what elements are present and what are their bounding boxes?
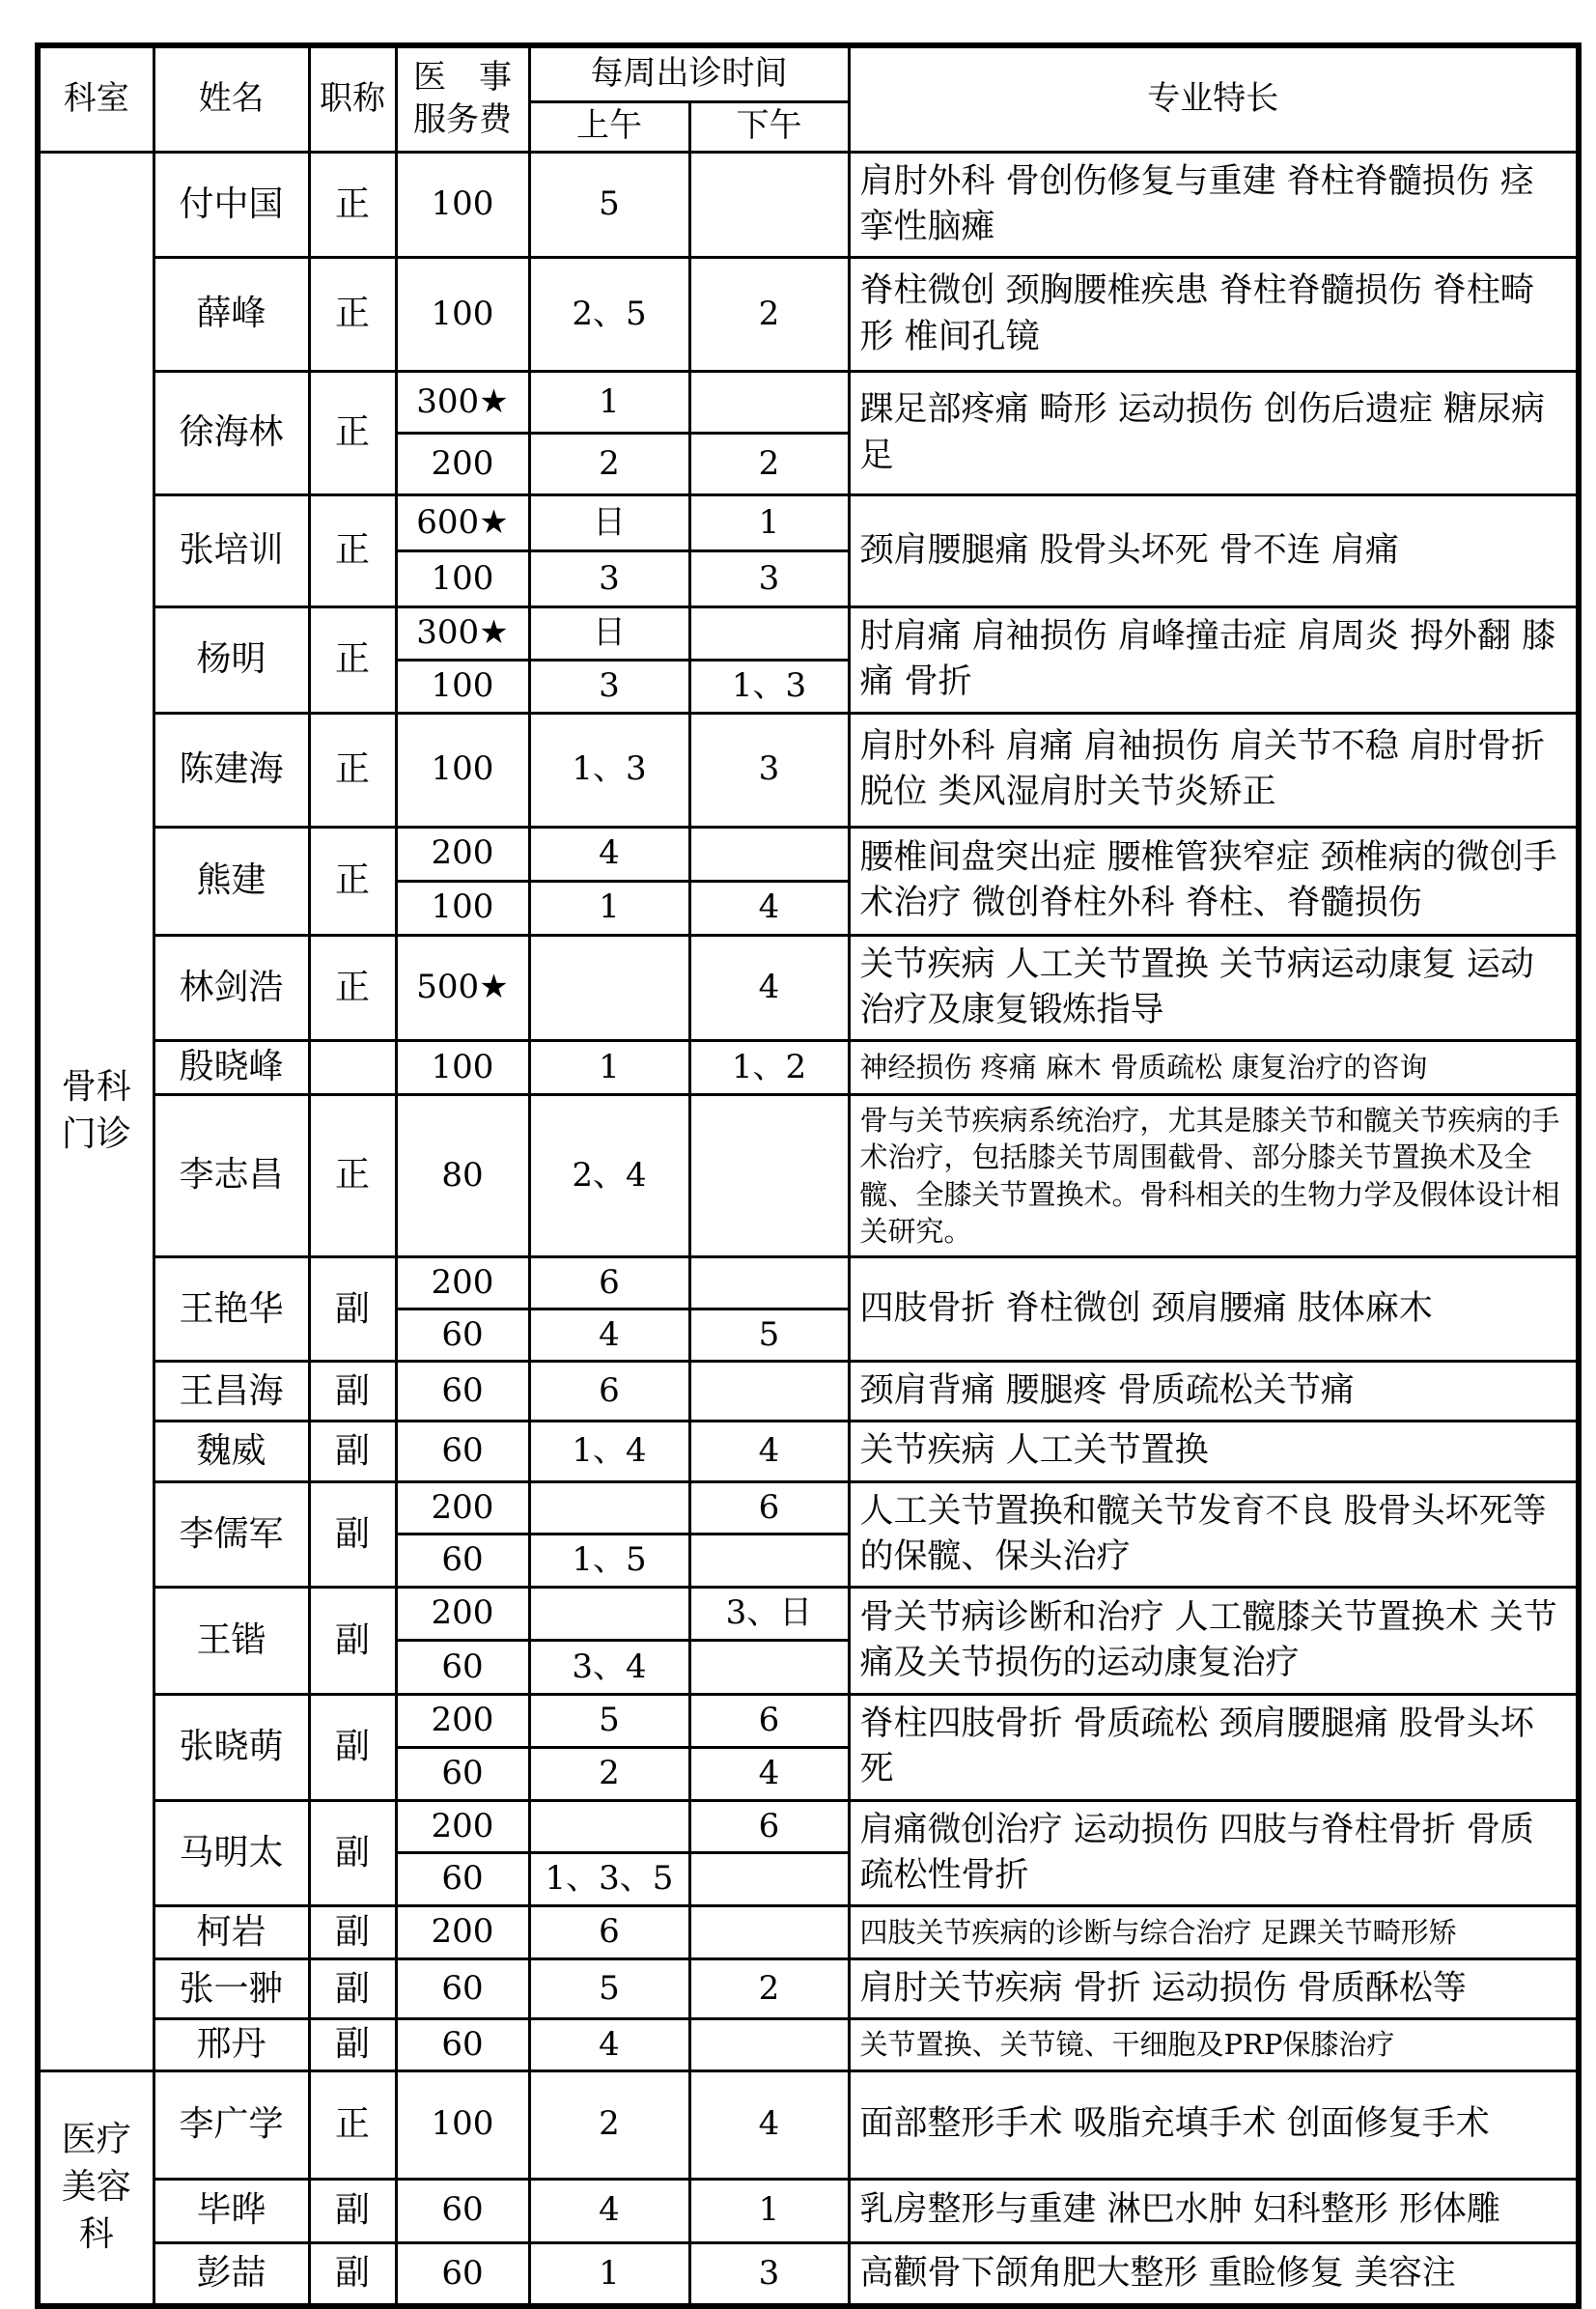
table-row bbox=[38, 1695, 1579, 1748]
doctor-name: 魏威 bbox=[154, 1422, 309, 1481]
doctor-name: 柯岩 bbox=[154, 1906, 309, 1959]
fee-value: 100 bbox=[396, 881, 529, 935]
doctor-name: 熊建 bbox=[154, 827, 309, 935]
specialty-text: 四肢骨折 脊柱微创 颈肩腰痛 肢体麻木 bbox=[849, 1257, 1579, 1362]
fee-value: 100 bbox=[396, 152, 529, 258]
doctor-title: 正 bbox=[309, 495, 396, 607]
specialty-text: 颈肩腰腿痛 股骨头坏死 骨不连 肩痛 bbox=[849, 495, 1579, 607]
table-row bbox=[38, 1041, 1579, 1095]
specialty-text: 高颧骨下颌角肥大整形 重睑修复 美容注 bbox=[849, 2242, 1579, 2306]
fee-value: 300★ bbox=[396, 372, 529, 434]
header-fee-line1: 医 事 bbox=[413, 58, 512, 98]
department-label-line: 门诊 bbox=[61, 1113, 131, 1154]
fee-value: 100 bbox=[396, 258, 529, 372]
department-label-line: 美容 bbox=[61, 2167, 131, 2208]
specialty-text: 面部整形手术 吸脂充填手术 创面修复手术 bbox=[849, 2070, 1579, 2179]
specialty-text: 关节置换、关节镜、干细胞及PRP保膝治疗 bbox=[849, 2019, 1579, 2070]
specialty-text: 腰椎间盘突出症 腰椎管狭窄症 颈椎病的微创手术治疗 微创脊柱外科 脊柱、脊髓损伤 bbox=[849, 827, 1579, 935]
doctor-name: 王锴 bbox=[154, 1588, 309, 1695]
header-name: 姓名 bbox=[154, 45, 309, 152]
afternoon-value: 4 bbox=[689, 1422, 849, 1481]
afternoon-value: 4 bbox=[689, 1747, 849, 1800]
fee-value: 60 bbox=[396, 1747, 529, 1800]
fee-value: 100 bbox=[396, 2070, 529, 2179]
doctor-title: 正 bbox=[309, 2070, 396, 2179]
header-specialty: 专业特长 bbox=[849, 45, 1579, 152]
afternoon-value bbox=[689, 1362, 849, 1422]
department-label-line: 骨科 bbox=[61, 1066, 131, 1107]
specialty-text: 关节疾病 人工关节置换 关节病运动康复 运动治疗及康复锻炼指导 bbox=[849, 935, 1579, 1041]
afternoon-value bbox=[689, 1906, 849, 1959]
department-label-line: 医疗 bbox=[61, 2120, 131, 2160]
afternoon-value: 6 bbox=[689, 1695, 849, 1748]
doctor-title: 副 bbox=[309, 2019, 396, 2070]
specialty-text: 肩肘外科 肩痛 肩袖损伤 肩关节不稳 肩肘骨折脱位 类风湿肩肘关节炎矫正 bbox=[849, 713, 1579, 827]
afternoon-value bbox=[689, 1641, 849, 1695]
table-row bbox=[38, 1959, 1579, 2019]
doctor-name: 李儒军 bbox=[154, 1481, 309, 1588]
doctor-name: 王昌海 bbox=[154, 1362, 309, 1422]
doctor-schedule bbox=[35, 42, 1582, 2309]
morning-value: 日 bbox=[529, 495, 689, 551]
specialty-text: 脊柱微创 颈胸腰椎疾患 脊柱脊髓损伤 脊柱畸形 椎间孔镜 bbox=[849, 258, 1579, 372]
fee-value: 200 bbox=[396, 1800, 529, 1853]
afternoon-value: 5 bbox=[689, 1309, 849, 1362]
fee-value: 60 bbox=[396, 1535, 529, 1588]
table-row bbox=[38, 607, 1579, 661]
fee-value: 100 bbox=[396, 713, 529, 827]
morning-value: 1、3 bbox=[529, 713, 689, 827]
morning-value: 3、4 bbox=[529, 1641, 689, 1695]
afternoon-value: 1 bbox=[689, 2179, 849, 2242]
morning-value bbox=[529, 1800, 689, 1853]
doctor-title: 副 bbox=[309, 1481, 396, 1588]
doctor-title: 正 bbox=[309, 1095, 396, 1257]
afternoon-value: 2 bbox=[689, 434, 849, 495]
morning-value bbox=[529, 1588, 689, 1641]
doctor-name: 王艳华 bbox=[154, 1257, 309, 1362]
specialty-text: 关节疾病 人工关节置换 bbox=[849, 1422, 1579, 1481]
doctor-title: 正 bbox=[309, 372, 396, 495]
afternoon-value bbox=[689, 372, 849, 434]
specialty-text: 人工关节置换和髋关节发育不良 股骨头坏死等的保髋、保头治疗 bbox=[849, 1481, 1579, 1588]
morning-value: 2 bbox=[529, 1747, 689, 1800]
doctor-title: 正 bbox=[309, 827, 396, 935]
header-fee-line2: 服务费 bbox=[413, 99, 512, 139]
specialty-text: 肩肘关节疾病 骨折 运动损伤 骨质酥松等 bbox=[849, 1959, 1579, 2019]
fee-value: 200 bbox=[396, 827, 529, 881]
fee-value: 200 bbox=[396, 1695, 529, 1748]
table-row bbox=[38, 1422, 1579, 1481]
fee-value: 100 bbox=[396, 1041, 529, 1095]
afternoon-value: 4 bbox=[689, 935, 849, 1041]
morning-value: 1 bbox=[529, 1041, 689, 1095]
doctor-title: 副 bbox=[309, 1362, 396, 1422]
fee-value: 200 bbox=[396, 1481, 529, 1535]
fee-value: 60 bbox=[396, 1422, 529, 1481]
doctor-name: 毕晔 bbox=[154, 2179, 309, 2242]
doctor-title: 副 bbox=[309, 1257, 396, 1362]
fee-value: 200 bbox=[396, 1588, 529, 1641]
specialty-text: 肘肩痛 肩袖损伤 肩峰撞击症 肩周炎 拇外翻 膝痛 骨折 bbox=[849, 607, 1579, 714]
afternoon-value bbox=[689, 827, 849, 881]
morning-value: 1 bbox=[529, 372, 689, 434]
table-row bbox=[38, 1800, 1579, 1853]
department-cell bbox=[38, 152, 154, 2070]
afternoon-value bbox=[689, 1095, 849, 1257]
doctor-name: 林剑浩 bbox=[154, 935, 309, 1041]
afternoon-value: 1、3 bbox=[689, 660, 849, 713]
morning-value: 2、4 bbox=[529, 1095, 689, 1257]
fee-value: 60 bbox=[396, 1309, 529, 1362]
afternoon-value: 6 bbox=[689, 1481, 849, 1535]
doctor-title: 副 bbox=[309, 1588, 396, 1695]
morning-value: 5 bbox=[529, 152, 689, 258]
doctor-title: 副 bbox=[309, 1906, 396, 1959]
fee-value: 60 bbox=[396, 2242, 529, 2306]
afternoon-value: 1 bbox=[689, 495, 849, 551]
fee-value: 60 bbox=[396, 1853, 529, 1906]
table-row bbox=[38, 2019, 1579, 2070]
doctor-name: 马明太 bbox=[154, 1800, 309, 1906]
table-header bbox=[38, 45, 1579, 152]
specialty-text: 颈肩背痛 腰腿疼 骨质疏松关节痛 bbox=[849, 1362, 1579, 1422]
table-row bbox=[38, 495, 1579, 551]
morning-value bbox=[529, 1481, 689, 1535]
afternoon-value: 4 bbox=[689, 881, 849, 935]
doctor-title: 副 bbox=[309, 1422, 396, 1481]
fee-value: 80 bbox=[396, 1095, 529, 1257]
afternoon-value: 3 bbox=[689, 2242, 849, 2306]
fee-value: 300★ bbox=[396, 607, 529, 661]
morning-value: 1、5 bbox=[529, 1535, 689, 1588]
afternoon-value: 3 bbox=[689, 713, 849, 827]
afternoon-value: 3、日 bbox=[689, 1588, 849, 1641]
afternoon-value: 3 bbox=[689, 551, 849, 607]
morning-value: 5 bbox=[529, 1695, 689, 1748]
table-row bbox=[38, 2179, 1579, 2242]
fee-value: 200 bbox=[396, 1257, 529, 1309]
fee-value: 500★ bbox=[396, 935, 529, 1041]
morning-value: 3 bbox=[529, 551, 689, 607]
doctor-name: 彭喆 bbox=[154, 2242, 309, 2306]
doctor-name: 杨明 bbox=[154, 607, 309, 714]
doctor-title: 副 bbox=[309, 1800, 396, 1906]
specialty-text: 骨关节病诊断和治疗 人工髋膝关节置换术 关节痛及关节损伤的运动康复治疗 bbox=[849, 1588, 1579, 1695]
morning-value: 4 bbox=[529, 827, 689, 881]
morning-value: 5 bbox=[529, 1959, 689, 2019]
afternoon-value: 1、2 bbox=[689, 1041, 849, 1095]
morning-value: 1、4 bbox=[529, 1422, 689, 1481]
afternoon-value bbox=[689, 1535, 849, 1588]
fee-value: 60 bbox=[396, 2179, 529, 2242]
fee-value: 60 bbox=[396, 2019, 529, 2070]
afternoon-value: 2 bbox=[689, 1959, 849, 2019]
table-row bbox=[38, 1906, 1579, 1959]
afternoon-value bbox=[689, 1853, 849, 1906]
afternoon-value bbox=[689, 152, 849, 258]
doctor-name: 张培训 bbox=[154, 495, 309, 607]
morning-value: 6 bbox=[529, 1362, 689, 1422]
morning-value: 1 bbox=[529, 881, 689, 935]
morning-value: 2、5 bbox=[529, 258, 689, 372]
doctor-title: 副 bbox=[309, 2179, 396, 2242]
table-row bbox=[38, 1481, 1579, 1535]
morning-value: 6 bbox=[529, 1257, 689, 1309]
morning-value: 1、3、5 bbox=[529, 1853, 689, 1906]
fee-value: 60 bbox=[396, 1362, 529, 1422]
fee-value: 100 bbox=[396, 660, 529, 713]
doctor-name: 李志昌 bbox=[154, 1095, 309, 1257]
table-row bbox=[38, 2070, 1579, 2179]
afternoon-value: 4 bbox=[689, 2070, 849, 2179]
department-cell bbox=[38, 2070, 154, 2306]
doctor-name: 薛峰 bbox=[154, 258, 309, 372]
afternoon-value: 2 bbox=[689, 258, 849, 372]
table-row bbox=[38, 152, 1579, 258]
morning-value: 4 bbox=[529, 1309, 689, 1362]
table-body bbox=[38, 152, 1579, 2306]
fee-value: 100 bbox=[396, 551, 529, 607]
specialty-text: 脊柱四肢骨折 骨质疏松 颈肩腰腿痛 股骨头坏死 bbox=[849, 1695, 1579, 1801]
morning-value bbox=[529, 935, 689, 1041]
doctor-title: 正 bbox=[309, 258, 396, 372]
header-afternoon: 下午 bbox=[689, 101, 849, 152]
morning-value: 1 bbox=[529, 2242, 689, 2306]
specialty-text: 四肢关节疾病的诊断与综合治疗 足踝关节畸形矫 bbox=[849, 1906, 1579, 1959]
doctor-name: 邢丹 bbox=[154, 2019, 309, 2070]
doctor-name: 张晓萌 bbox=[154, 1695, 309, 1801]
morning-value: 4 bbox=[529, 2179, 689, 2242]
doctor-title: 正 bbox=[309, 713, 396, 827]
doctor-name: 付中国 bbox=[154, 152, 309, 258]
morning-value: 2 bbox=[529, 434, 689, 495]
specialty-text: 乳房整形与重建 淋巴水肿 妇科整形 形体雕 bbox=[849, 2179, 1579, 2242]
morning-value: 3 bbox=[529, 660, 689, 713]
table-row bbox=[38, 827, 1579, 881]
doctor-title: 正 bbox=[309, 935, 396, 1041]
specialty-text: 骨与关节疾病系统治疗，尤其是膝关节和髋关节疾病的手术治疗，包括膝关节周围截骨、部分膝关节置换术及全髋、全膝关节置换术。骨科相关的生物力学及假体设计相关研究。 bbox=[849, 1095, 1579, 1257]
morning-value: 4 bbox=[529, 2019, 689, 2070]
doctor-name: 张一翀 bbox=[154, 1959, 309, 2019]
doctor-title: 正 bbox=[309, 607, 396, 714]
table-row bbox=[38, 1095, 1579, 1257]
specialty-text: 神经损伤 疼痛 麻木 骨质疏松 康复治疗的咨询 bbox=[849, 1041, 1579, 1095]
afternoon-value bbox=[689, 2019, 849, 2070]
afternoon-value: 6 bbox=[689, 1800, 849, 1853]
table-row bbox=[38, 713, 1579, 827]
specialty-text: 肩痛微创治疗 运动损伤 四肢与脊柱骨折 骨质疏松性骨折 bbox=[849, 1800, 1579, 1906]
department-label-line: 科 bbox=[78, 2213, 114, 2254]
doctor-title: 正 bbox=[309, 152, 396, 258]
doctor-title bbox=[309, 1041, 396, 1095]
afternoon-value bbox=[689, 607, 849, 661]
fee-value: 200 bbox=[396, 1906, 529, 1959]
schedule-table bbox=[35, 42, 1582, 2309]
table-row bbox=[38, 935, 1579, 1041]
header-fee bbox=[396, 45, 529, 152]
fee-value: 600★ bbox=[396, 495, 529, 551]
morning-value: 6 bbox=[529, 1906, 689, 1959]
doctor-name: 徐海林 bbox=[154, 372, 309, 495]
table-row bbox=[38, 1362, 1579, 1422]
header-morning: 上午 bbox=[529, 101, 689, 152]
morning-value: 2 bbox=[529, 2070, 689, 2179]
table-row bbox=[38, 1257, 1579, 1309]
doctor-title: 副 bbox=[309, 2242, 396, 2306]
fee-value: 60 bbox=[396, 1641, 529, 1695]
doctor-name: 李广学 bbox=[154, 2070, 309, 2179]
doctor-name: 殷晓峰 bbox=[154, 1041, 309, 1095]
afternoon-value bbox=[689, 1257, 849, 1309]
fee-value: 200 bbox=[396, 434, 529, 495]
header-department: 科室 bbox=[38, 45, 154, 152]
specialty-text: 踝足部疼痛 畸形 运动损伤 创伤后遗症 糖尿病足 bbox=[849, 372, 1579, 495]
doctor-title: 副 bbox=[309, 1959, 396, 2019]
table-row bbox=[38, 1588, 1579, 1641]
table-row bbox=[38, 2242, 1579, 2306]
doctor-title: 副 bbox=[309, 1695, 396, 1801]
table-row bbox=[38, 258, 1579, 372]
header-title: 职称 bbox=[309, 45, 396, 152]
morning-value: 日 bbox=[529, 607, 689, 661]
fee-value: 60 bbox=[396, 1959, 529, 2019]
table-row bbox=[38, 372, 1579, 434]
doctor-name: 陈建海 bbox=[154, 713, 309, 827]
header-schedule: 每周出诊时间 bbox=[529, 45, 849, 101]
specialty-text: 肩肘外科 骨创伤修复与重建 脊柱脊髓损伤 痉挛性脑瘫 bbox=[849, 152, 1579, 258]
